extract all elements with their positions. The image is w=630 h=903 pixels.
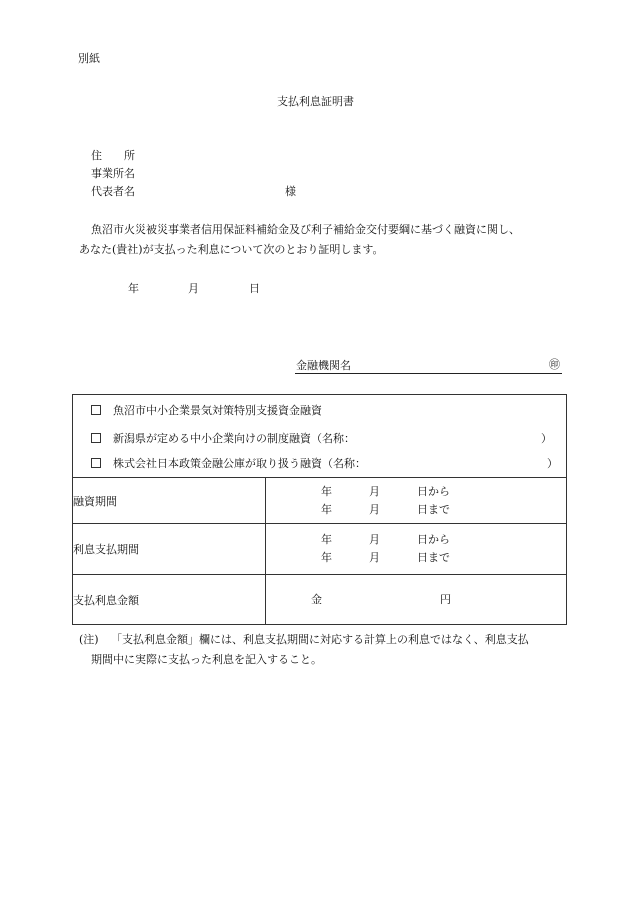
loan-period-row: [73, 478, 567, 524]
amount-value: [266, 575, 567, 625]
note-line-1: 「支払利息金額」欄には、利息支払期間に対応する計算上の利息ではなく、利息支払: [111, 633, 529, 646]
amount-prefix: 金: [311, 593, 322, 606]
office-name-label: 事業所名: [91, 167, 135, 180]
seal-mark: ㊞: [549, 358, 560, 371]
interest-period-label: 利息支払期間: [73, 524, 266, 575]
attachment-label: 別紙: [78, 52, 100, 65]
amount-label: 支払利息金額: [73, 575, 266, 625]
loan-period-label: 融資期間: [73, 478, 266, 524]
body-line-1: 魚沼市火災被災事業者信用保証料補給金及び利子補給金交付要綱に基づく融資に関し、: [91, 223, 520, 236]
loan-option-2-close: ）: [541, 432, 552, 445]
institution-label: 金融機関名: [296, 359, 351, 372]
amount-unit: 円: [440, 593, 451, 606]
checkbox[interactable]: [91, 433, 101, 443]
interest-period-value: 年 月 日から 年 月 日まで: [266, 524, 567, 575]
date-month: 月: [188, 282, 199, 295]
checkbox[interactable]: [91, 405, 101, 415]
loan-period-value: 年 月 日から 年 月 日まで: [266, 478, 567, 524]
date-day: 日: [249, 282, 260, 295]
date-year: 年: [128, 282, 139, 295]
note-marker: (注): [79, 633, 99, 646]
institution-underline: [295, 373, 562, 374]
honorific: 様: [285, 185, 296, 198]
page-title: 支払利息証明書: [277, 95, 354, 108]
loan-type-row: [73, 395, 567, 478]
loan-option-1: 魚沼市中小企業景気対策特別支援資金融資: [91, 404, 322, 418]
body-line-2: あなた(貴社)が支払った利息について次のとおり証明します。: [79, 243, 384, 256]
address-label: 住 所: [91, 149, 135, 162]
checkbox[interactable]: [91, 458, 101, 468]
interest-period-row: [73, 524, 567, 575]
amount-row: [73, 575, 567, 625]
representative-label: 代表者名: [91, 185, 135, 198]
certificate-table: [72, 394, 567, 625]
note-line-2: 期間中に実際に支払った利息を記入すること。: [91, 653, 322, 666]
loan-option-2: 新潟県が定める中小企業向けの制度融資（名称：: [91, 432, 355, 446]
loan-option-3-close: ）: [547, 457, 558, 470]
loan-type-cell: [73, 395, 567, 478]
loan-option-3: 株式会社日本政策金融公庫が取り扱う融資（名称：: [91, 457, 366, 471]
